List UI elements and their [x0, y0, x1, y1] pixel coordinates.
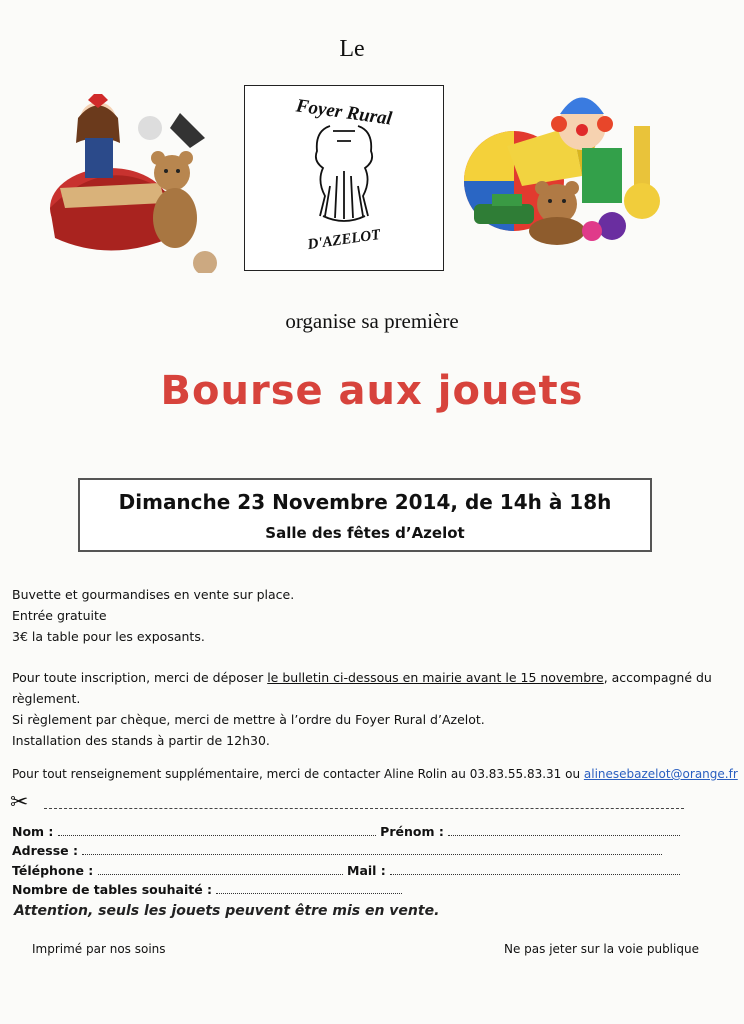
- inscription-pre: Pour toute inscription, merci de déposer: [12, 670, 268, 685]
- prenom-field[interactable]: [448, 825, 680, 836]
- form-row-address: [12, 843, 662, 858]
- warning-text: Attention, seuls les jouets peuvent être mis en vente.: [14, 903, 440, 919]
- nom-label: Nom :: [12, 824, 54, 839]
- event-place: Salle des fêtes d’Azelot: [265, 524, 465, 542]
- toys-illustration-right: [462, 86, 680, 246]
- inscription-underline: le bulletin ci-dessous en mairie avant le 15 novembre: [267, 670, 604, 685]
- logo-line2: D'AZELOT: [306, 226, 382, 254]
- scissors-icon: ✂: [10, 790, 29, 815]
- info-entree: Entrée gratuite: [12, 608, 107, 623]
- tables-label: Nombre de tables souhaité :: [12, 882, 213, 897]
- info-cheque: Si règlement par chèque, merci de mettre à l’ordre du Foyer Rural d’Azelot.: [12, 712, 485, 727]
- event-date: Dimanche 23 Novembre 2014, de 14h à 18h: [118, 490, 612, 514]
- footer-right: Ne pas jeter sur la voie publique: [504, 942, 699, 956]
- inscription-post: , accompagné du: [603, 670, 712, 685]
- mail-field[interactable]: [390, 864, 680, 875]
- info-table-price: 3€ la table pour les exposants.: [12, 629, 205, 644]
- info-block-2: [12, 667, 712, 751]
- form-row-tables: [12, 882, 402, 897]
- nom-field[interactable]: [58, 825, 376, 836]
- prenom-label: Prénom :: [380, 824, 444, 839]
- footer-left: Imprimé par nos soins: [32, 942, 166, 956]
- cut-line: [44, 808, 684, 809]
- mail-label: Mail :: [347, 863, 386, 878]
- logo-line1: Foyer Rural: [294, 95, 394, 130]
- info-reglement: règlement.: [12, 691, 81, 706]
- adresse-field[interactable]: [82, 844, 662, 855]
- info-contact: [12, 764, 738, 785]
- event-details-box: [78, 478, 652, 552]
- form-row-name: [12, 824, 680, 839]
- info-block-1: [12, 584, 294, 647]
- telephone-label: Téléphone :: [12, 863, 94, 878]
- info-buvette: Buvette et gourmandises en vente sur place.: [12, 587, 295, 602]
- header-le: Le: [339, 36, 365, 62]
- toys-illustration-left: [40, 88, 235, 273]
- foyer-rural-logo: [244, 85, 444, 271]
- telephone-field[interactable]: [98, 864, 343, 875]
- contact-email-link[interactable]: alinesebazelot@orange.fr: [583, 767, 738, 781]
- form-row-contact: [12, 863, 680, 878]
- info-inscription: [12, 667, 712, 688]
- contact-text: Pour tout renseignement supplémentaire, merci de contacter Aline Rolin au 03.83.55.83.31 ou: [12, 767, 584, 781]
- organise-text: organise sa première: [285, 309, 459, 333]
- tables-field[interactable]: [216, 883, 402, 894]
- adresse-label: Adresse :: [12, 843, 78, 858]
- info-installation: Installation des stands à partir de 12h30.: [12, 733, 270, 748]
- event-title: Bourse aux jouets: [160, 368, 584, 414]
